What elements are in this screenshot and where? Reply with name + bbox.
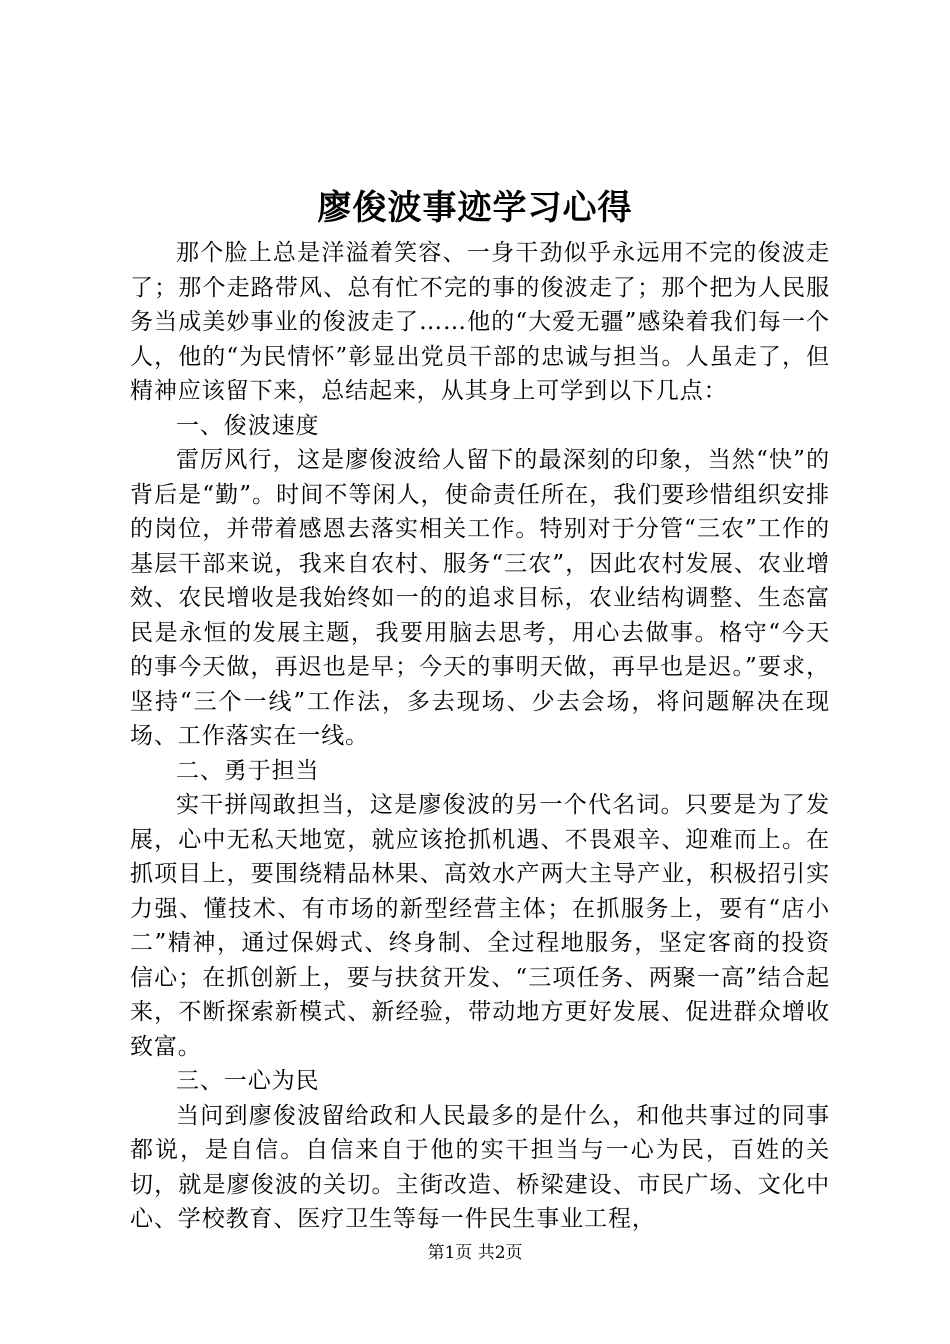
- document-body: [130, 236, 830, 1237]
- section-paragraph-3: 当问到廖俊波留给政和人民最多的是什么，和他共事过的同事都说，是自信。自信来自于他的实干担当与一心为民，百姓的关切，就是廖俊波的关切。主街改造、桥梁建设、市民广场、文化中心、学校教育、医疗卫生等每一件民生事业工程，: [130, 1102, 830, 1232]
- section-paragraph-1: 雷厉风行，这是廖俊波给人留下的最深刻的印象，当然“快”的背后是“勤”。时间不等闲人，使命责任所在，我们要珍惜组织安排的岗位，并带着感恩去落实相关工作。特别对于分管“三农”工作的基层干部来说，我来自农村、服务“三农”，因此农村发展、农业增效、农民增收是我始终如一的的追求目标，农业结构调整、生态富民是永恒的发展主题，我要用脑去思考，用心去做事。格守“今天的事今天做，再迟也是早；今天的事明天做，再早也是迟。”要求，坚持“三个一线”工作法，多去现场、少去会场，将问题解决在现场、工作落实在一线。: [130, 447, 830, 749]
- section-heading-1: 一、俊波速度: [176, 412, 320, 439]
- page-footer: 第1页 共2页: [427, 1243, 523, 1263]
- document-title: 廖俊波事迹学习心得: [317, 188, 633, 228]
- section-heading-3: 三、一心为民: [176, 1068, 320, 1094]
- intro-paragraph: 那个脸上总是洋溢着笑容、一身干劲似乎永远用不完的俊波走了；那个走路带风、总有忙不完的事的俊波走了；那个把为人民服务当成美妙事业的俊波走了……他的“大爱无疆”感染着我们每一个人，他的“为民情怀”彰显出党员干部的忠诚与担当。人虽走了，但精神应该留下来，总结起来，从其身上可学到以下几点：: [130, 240, 830, 404]
- section-heading-2: 二、勇于担当: [176, 757, 320, 784]
- section-paragraph-2: 实干拼闯敢担当，这是廖俊波的另一个代名词。只要是为了发展，心中无私天地宽，就应该抢抓机遇、不畏艰辛、迎难而上。在抓项目上，要围绕精品林果、高效水产两大主导产业，积极招引实力强、懂技术、有市场的新型经营主体；在抓服务上，要有“店小二”精神，通过保姆式、终身制、全过程地服务，坚定客商的投资信心；在抓创新上，要与扶贫开发、“三项任务、两聚一高”结合起来，不断探索新模式、新经验，带动地方更好发展、促进群众增收致富。: [130, 792, 830, 1060]
